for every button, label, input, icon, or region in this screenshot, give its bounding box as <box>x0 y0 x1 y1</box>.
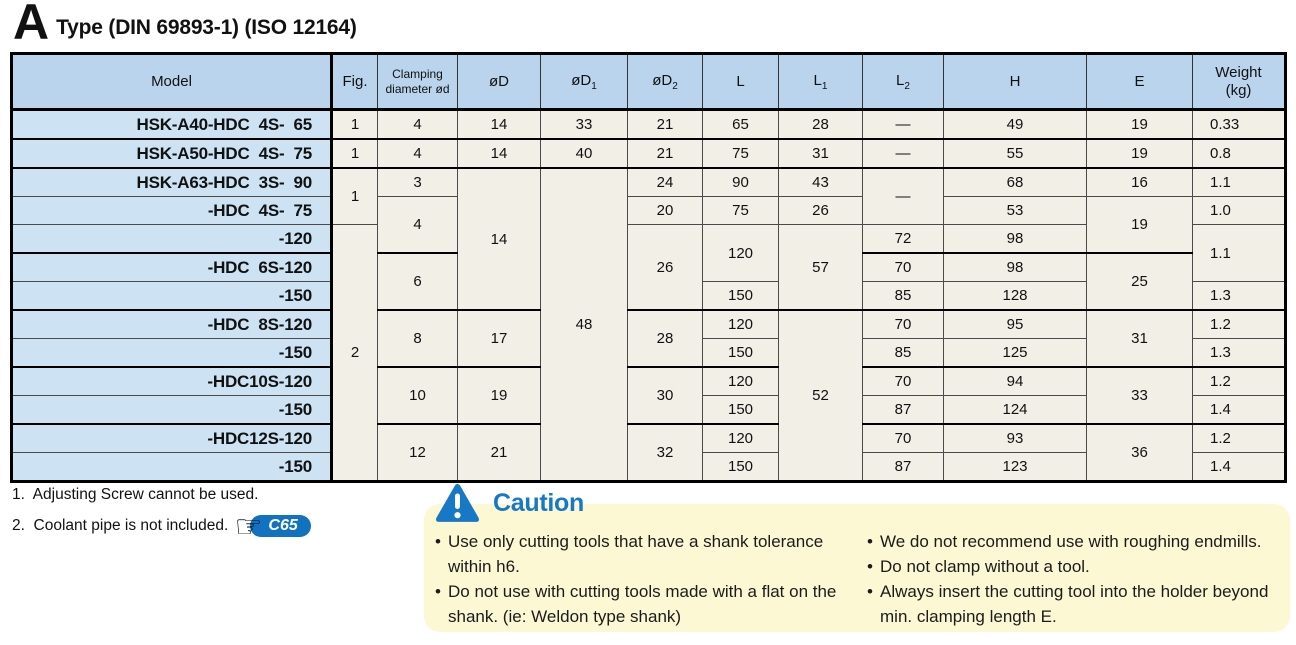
spec-table <box>10 52 1287 483</box>
type-letter: A <box>13 0 48 50</box>
model-cell: -HDC 4S- 75 <box>12 197 332 225</box>
data-cell: 43 <box>779 168 863 197</box>
data-cell: 1.1 <box>1193 168 1286 197</box>
bullet-marker: • <box>867 557 873 576</box>
data-cell: 125 <box>944 339 1087 368</box>
data-cell: 4 <box>378 139 458 168</box>
col-header-d1: $øD_1$ <box>541 54 628 110</box>
data-cell: 75 <box>703 139 779 168</box>
data-cell: 75 <box>703 197 779 225</box>
data-cell: 49 <box>944 110 1087 140</box>
table-row <box>12 310 1286 339</box>
model-cell: -HDC 8S-120 <box>12 310 332 339</box>
model-cell: -150 <box>12 453 332 482</box>
footnotes <box>12 483 424 545</box>
caution-left-column <box>435 529 863 629</box>
caution-title: Caution <box>493 489 584 517</box>
type-title-text: Type (DIN 69893-1) (ISO 12164) <box>56 16 357 39</box>
col-header-h: H <box>944 54 1087 110</box>
model-cell: -150 <box>12 396 332 425</box>
data-cell: 1 <box>332 139 378 168</box>
data-cell: 26 <box>779 197 863 225</box>
data-cell: 98 <box>944 253 1087 282</box>
data-cell: 28 <box>628 310 703 367</box>
data-cell: 70 <box>863 253 944 282</box>
footnote-2 <box>12 508 424 544</box>
caution-bullet <box>867 579 1282 629</box>
data-cell: 1.1 <box>1193 225 1286 282</box>
footnote-1: 1. Adjusting Screw cannot be used. <box>12 486 259 503</box>
data-cell: 98 <box>944 225 1087 254</box>
data-cell: 10 <box>378 367 458 424</box>
data-cell: 150 <box>703 396 779 425</box>
model-cell: HSK-A50-HDC 4S- 75 <box>12 139 332 168</box>
col-header-e: E <box>1087 54 1193 110</box>
data-cell: 68 <box>944 168 1087 197</box>
data-cell: 2 <box>332 225 378 482</box>
col-header-l1: $L_1$ <box>779 54 863 110</box>
data-cell: 6 <box>378 253 458 310</box>
table-row <box>12 168 1286 197</box>
data-cell: 48 <box>541 168 628 482</box>
table-row <box>12 110 1286 140</box>
data-cell: 1.0 <box>1193 197 1286 225</box>
table-row <box>12 367 1286 396</box>
bullet-marker: • <box>867 532 873 551</box>
data-cell: — <box>863 168 944 225</box>
caution-bullet-text: Do not clamp without a tool. <box>880 557 1090 576</box>
data-cell: 33 <box>1087 367 1193 424</box>
model-cell: HSK-A40-HDC 4S- 65 <box>12 110 332 140</box>
col-header-d: øD <box>458 54 541 110</box>
data-cell: 123 <box>944 453 1087 482</box>
data-cell: 85 <box>863 282 944 311</box>
model-cell: -HDC 6S-120 <box>12 253 332 282</box>
data-cell: 12 <box>378 424 458 482</box>
data-cell: 65 <box>703 110 779 140</box>
data-cell: 0.33 <box>1193 110 1286 140</box>
data-cell: 150 <box>703 339 779 368</box>
data-cell: — <box>863 139 944 168</box>
bullet-marker: • <box>435 582 441 601</box>
data-cell: 19 <box>458 367 541 424</box>
data-cell: 1.4 <box>1193 396 1286 425</box>
data-cell: 21 <box>628 139 703 168</box>
model-cell: -150 <box>12 339 332 368</box>
data-cell: 53 <box>944 197 1087 225</box>
col-header-fig: Fig. <box>332 54 378 110</box>
data-cell: 31 <box>779 139 863 168</box>
data-cell: 17 <box>458 310 541 367</box>
data-cell: 14 <box>458 168 541 310</box>
data-cell: 120 <box>703 367 779 396</box>
data-cell: 1.2 <box>1193 367 1286 396</box>
model-cell: HSK-A63-HDC 3S- 90 <box>12 168 332 197</box>
data-cell: 28 <box>779 110 863 140</box>
data-cell: 72 <box>863 225 944 254</box>
data-cell: 19 <box>1087 197 1193 254</box>
caution-bullet-text: Always insert the cutting tool into the holder beyond min. clamping length E. <box>880 582 1269 626</box>
page-reference-link[interactable] <box>234 508 311 544</box>
data-cell: 85 <box>863 339 944 368</box>
table-row <box>12 424 1286 453</box>
c65-badge[interactable]: C65 <box>250 515 310 538</box>
table-row <box>12 197 1286 225</box>
data-cell: 70 <box>863 424 944 453</box>
caution-bullet <box>867 554 1282 579</box>
data-cell: 1.3 <box>1193 339 1286 368</box>
data-cell: 19 <box>1087 139 1193 168</box>
data-cell: 95 <box>944 310 1087 339</box>
data-cell: 120 <box>703 225 779 282</box>
caution-bullet <box>435 529 863 579</box>
data-cell: 87 <box>863 453 944 482</box>
data-cell: 30 <box>628 367 703 424</box>
data-cell: 4 <box>378 197 458 254</box>
caution-right-column <box>863 529 1282 629</box>
data-cell: 21 <box>458 424 541 482</box>
pointing-hand-icon: ☞ <box>234 508 263 544</box>
data-cell: — <box>863 110 944 140</box>
col-header-d2: $øD_2$ <box>628 54 703 110</box>
data-cell: 57 <box>779 225 863 311</box>
data-cell: 33 <box>541 110 628 140</box>
data-cell: 124 <box>944 396 1087 425</box>
data-cell: 87 <box>863 396 944 425</box>
data-cell: 150 <box>703 453 779 482</box>
header-row <box>12 54 1286 110</box>
data-cell: 36 <box>1087 424 1193 482</box>
model-cell: -150 <box>12 282 332 311</box>
data-cell: 20 <box>628 197 703 225</box>
model-cell: -HDC10S-120 <box>12 367 332 396</box>
data-cell: 4 <box>378 110 458 140</box>
caution-bullet <box>435 579 863 629</box>
data-cell: 93 <box>944 424 1087 453</box>
data-cell: 70 <box>863 367 944 396</box>
data-cell: 90 <box>703 168 779 197</box>
caution-bullet-text: Do not use with cutting tools made with a flat on the shank. (ie: Weldon type shank) <box>448 582 837 626</box>
data-cell: 0.8 <box>1193 139 1286 168</box>
data-cell: 8 <box>378 310 458 367</box>
data-cell: 32 <box>628 424 703 482</box>
data-cell: 1 <box>332 168 378 225</box>
caution-box <box>424 489 1290 632</box>
data-cell: 94 <box>944 367 1087 396</box>
data-cell: 21 <box>628 110 703 140</box>
caution-bullet <box>867 529 1282 554</box>
data-cell: 1 <box>332 110 378 140</box>
bullet-marker: • <box>435 532 441 551</box>
model-cell: -120 <box>12 225 332 254</box>
caution-icon <box>435 483 480 524</box>
table-row <box>12 139 1286 168</box>
data-cell: 120 <box>703 424 779 453</box>
data-cell: 40 <box>541 139 628 168</box>
col-header-l: L <box>703 54 779 110</box>
data-cell: 3 <box>378 168 458 197</box>
data-cell: 1.3 <box>1193 282 1286 311</box>
data-cell: 1.4 <box>1193 453 1286 482</box>
data-cell: 31 <box>1087 310 1193 367</box>
data-cell: 70 <box>863 310 944 339</box>
data-cell: 19 <box>1087 110 1193 140</box>
data-cell: 1.2 <box>1193 424 1286 453</box>
data-cell: 55 <box>944 139 1087 168</box>
page-title <box>13 0 357 50</box>
data-cell: 120 <box>703 310 779 339</box>
data-cell: 150 <box>703 282 779 311</box>
data-cell: 14 <box>458 139 541 168</box>
caution-header <box>435 483 584 524</box>
col-header-l2: $L_2$ <box>863 54 944 110</box>
col-header-clamping-diameter: Clamping diameter ød <box>378 54 458 110</box>
caution-bullet-text: We do not recommend use with roughing endmills. <box>880 532 1262 551</box>
bullet-marker: • <box>867 582 873 601</box>
data-cell: 16 <box>1087 168 1193 197</box>
footnote-2-text: 2. Coolant pipe is not included. <box>12 517 233 534</box>
data-cell: 128 <box>944 282 1087 311</box>
data-cell: 52 <box>779 310 863 482</box>
caution-bullet-text: Use only cutting tools that have a shank tolerance within h6. <box>448 532 824 576</box>
model-cell: -HDC12S-120 <box>12 424 332 453</box>
col-header-model: Model <box>12 54 332 110</box>
data-cell: 26 <box>628 225 703 311</box>
data-cell: 25 <box>1087 253 1193 310</box>
data-cell: 24 <box>628 168 703 197</box>
col-header-weight: Weight (kg) <box>1193 54 1286 110</box>
data-cell: 14 <box>458 110 541 140</box>
data-cell: 1.2 <box>1193 310 1286 339</box>
